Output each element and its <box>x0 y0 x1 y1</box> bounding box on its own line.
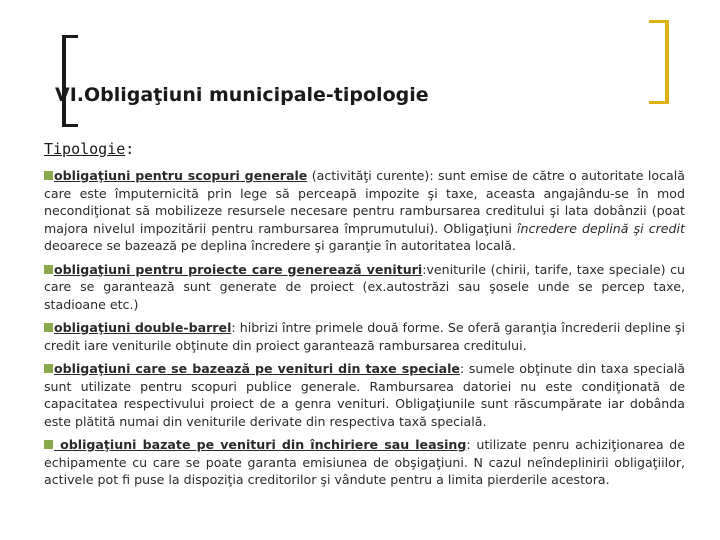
item-term: obligaţiuni bazate pe venituri din închiriere sau leasing <box>54 437 467 452</box>
list-item <box>44 319 685 354</box>
item-text: :veniturile (chirii, tarife, taxe speciale) cu care se garantează sunt generate de proiect (ex.autostrăzi sau şosele unde se percep taxe, stadioane etc.) <box>44 261 685 312</box>
list-item <box>44 436 685 489</box>
item-text: : hibrizi între primele două forme. Se oferă garanţia încrederii depline şi credit iare veniturile obţinute din proiect garantează rambursarea creditului. <box>44 320 685 353</box>
bullet-icon <box>44 364 53 373</box>
item-text: : utilizate penru achiziţionarea de echipamente cu care se poate garanta emisiunea de obşigaţiuni. N cazul neîndeplinirii obligaţiilor, activele pot fi puse la dispoziţia creditorilor şi vândute pentru a limita pierderile acestora. <box>44 437 685 487</box>
item-term: obligaţiuni pentru proiecte care generează venituri <box>54 261 423 277</box>
right-bracket-decoration <box>649 20 669 104</box>
subheading <box>44 140 134 158</box>
item-text: : sumele obţinute din taxa specială sunt utilizate pentru scopuri publice generale. Rambursarea datoriei nu este condiţionată de capacitatea respectivului proiect de a genra venituri. Obligaţiunile sunt răscumpărate iar dobânda este plătită numai din veniturile derivate din respectiva taxă specială. <box>44 361 686 429</box>
subheading-label: Tipologie <box>44 140 126 158</box>
bullet-icon <box>44 171 53 180</box>
item-term: obligaţiuni care se bazează pe venituri din taxe speciale <box>54 361 460 376</box>
content-area <box>44 167 685 495</box>
item-term: obligaţiuni pentru scopuri generale <box>54 168 308 183</box>
left-bracket-decoration <box>62 35 78 127</box>
bullet-icon <box>44 440 53 449</box>
list-item <box>44 360 685 430</box>
item-italic-text: încredere deplină şi credit <box>516 220 685 236</box>
item-text: deoarece se bazează pe deplina încredere şi garanţie în autoritatea locală. <box>44 238 517 253</box>
subheading-colon: : <box>125 140 135 158</box>
bullet-icon <box>44 323 53 332</box>
slide-title: VI.Obligaţiuni municipale-tipologie <box>55 84 429 106</box>
list-item <box>44 261 685 314</box>
list-item <box>44 167 685 255</box>
item-text: (activităţi curente): sunt emise de către o autoritate locală care este împuternicită prin lege să perceapă impozite şi taxe, aceasta angajându-se în mod necondiţionat să mobilizeze resursele necesare pentru rambursarea creditului şi lata dobânzii (poat majora nivelul impozitării pentru rambursarea împrumutului). Obligaţiuni <box>44 168 685 236</box>
item-term: obligaţiuni double-barrel <box>54 320 232 335</box>
bullet-icon <box>44 265 53 274</box>
